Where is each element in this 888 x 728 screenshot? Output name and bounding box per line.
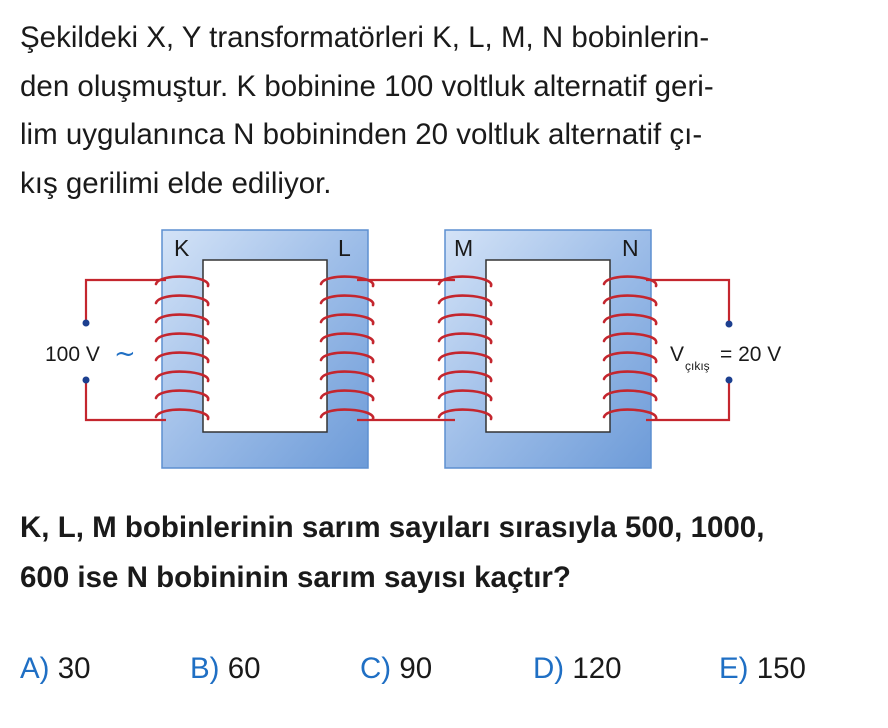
output-voltage-value: = 20 V [720, 343, 782, 366]
transformer-diagram [0, 210, 888, 490]
choice-letter: A) [20, 652, 50, 685]
choice-value: 30 [57, 652, 91, 685]
label-l: L [338, 235, 351, 261]
input-terminal-bottom [83, 377, 90, 384]
question-line: K, L, M bobinlerinin sarım sayıları sırasıyla 500, 1000, [20, 511, 765, 544]
output-terminal-bottom [726, 377, 733, 384]
input-voltage-label: 100 V [45, 343, 100, 366]
question-prompt [20, 503, 880, 603]
label-k: K [174, 235, 190, 261]
label-m: M [454, 235, 474, 261]
output-voltage-symbol: V [670, 343, 685, 366]
intro-line: Şekildeki X, Y transformatörleri K, L, M, N bobinlerin- [20, 21, 710, 54]
intro-line: lim uygulanınca N bobininden 20 voltluk alternatif çı- [20, 118, 703, 151]
transformer-y-core [445, 230, 651, 468]
choice-letter: B) [190, 652, 220, 685]
choice-a[interactable] [20, 652, 91, 686]
output-terminal-top [726, 321, 733, 328]
intro-line: kış gerilimi elde ediliyor. [20, 166, 332, 200]
choice-c[interactable] [360, 652, 432, 686]
choice-d[interactable] [533, 652, 622, 686]
ac-source-icon: ~ [114, 339, 136, 369]
transformer-x-core [162, 230, 368, 468]
choice-value: 120 [572, 652, 622, 685]
question-intro [20, 14, 880, 208]
choice-value: 60 [227, 652, 261, 685]
intro-line: den oluşmuştur. K bobinine 100 voltluk alternatif geri- [20, 69, 714, 103]
choice-letter: C) [360, 652, 392, 685]
question-line: 600 ise N bobininin sarım sayısı kaçtır? [20, 561, 571, 594]
choice-value: 150 [756, 652, 806, 685]
input-terminal-top [83, 320, 90, 327]
choice-b[interactable] [190, 652, 261, 686]
choice-letter: E) [719, 652, 749, 685]
choice-value: 90 [399, 652, 433, 685]
output-voltage-subscript: çıkış [685, 359, 710, 373]
choice-letter: D) [533, 652, 565, 685]
choice-e[interactable] [719, 652, 806, 686]
label-n: N [622, 235, 639, 261]
answer-choices [0, 652, 888, 692]
